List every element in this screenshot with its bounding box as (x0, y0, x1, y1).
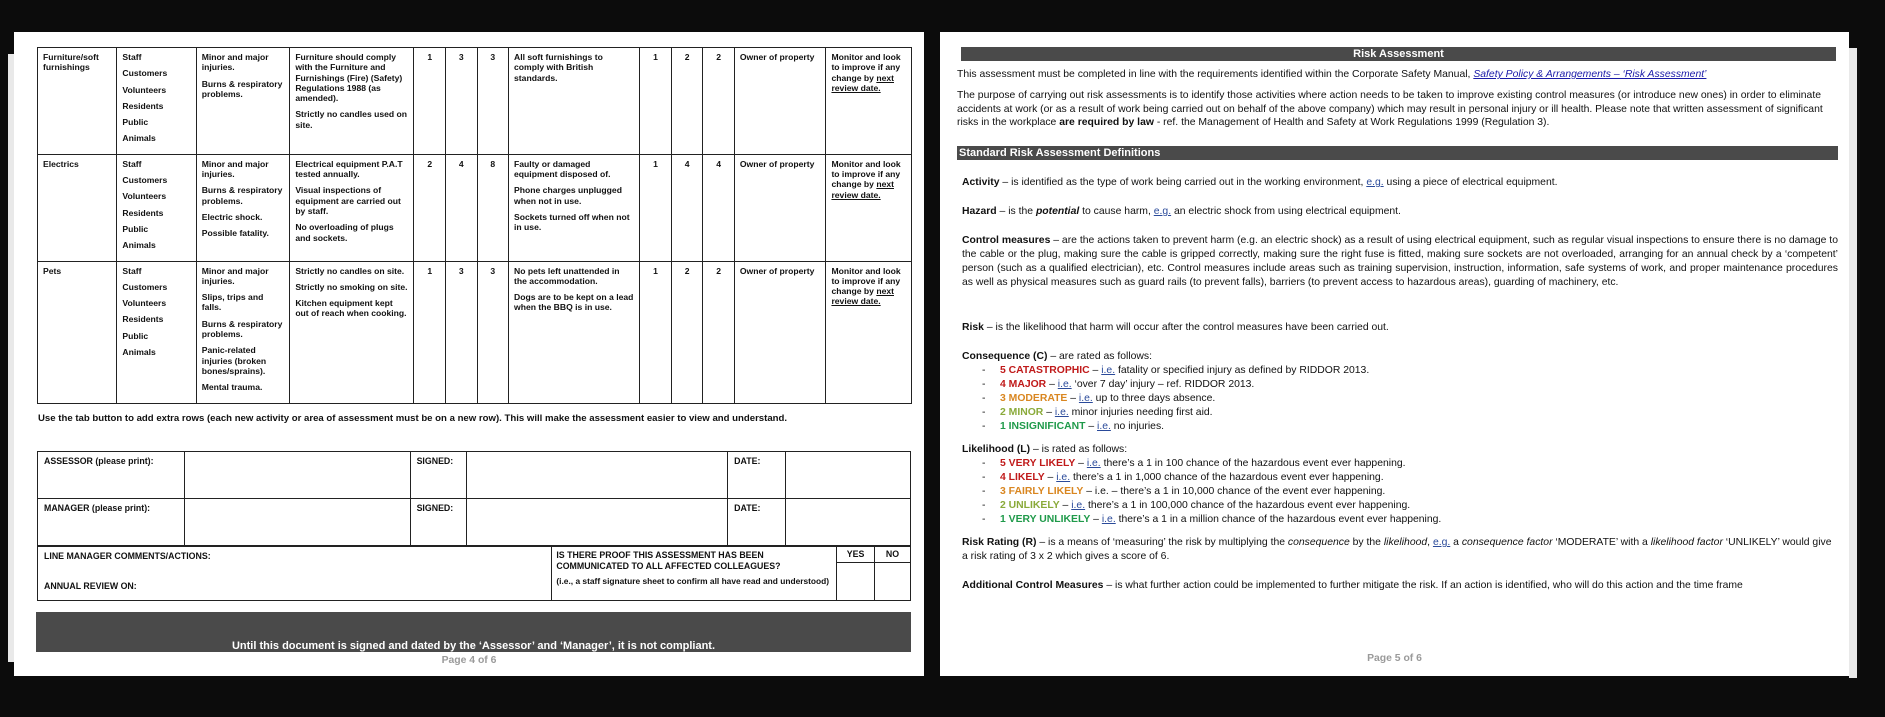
activity-cell (38, 154, 117, 261)
who-item: Staff (122, 158, 142, 169)
owner-text: Owner of property (739, 265, 815, 276)
intro-2-tail: - ref. the Management of Health and Safety at Work Regulations 1999 (Regulation 3). (1153, 117, 1550, 129)
rating-term: Risk Rating (R) (962, 537, 1037, 548)
risk-rating-definition (962, 536, 1838, 564)
hazard-text: – is the (996, 206, 1036, 217)
who-item: Volunteers (122, 298, 167, 309)
likelihood-item (962, 499, 1837, 513)
control-item: No overloading of plugs and sockets. (295, 222, 394, 243)
manager-signature-field[interactable] (466, 499, 728, 546)
consequence-item-label: 5 CATASTROPHIC (1000, 365, 1090, 376)
score-l (445, 261, 477, 403)
owner-text: Owner of property (739, 158, 815, 169)
score-l (445, 154, 477, 261)
risk-table-row (38, 154, 912, 261)
proof-hint: (i.e., a staff signature sheet to confirm all have read and understood) (556, 576, 830, 586)
ie-abbrev: i.e. (1101, 365, 1116, 376)
consequence-item (962, 406, 1837, 420)
score-value: 1 (427, 52, 433, 62)
additional-item: Sockets turned off when not in use. (514, 211, 630, 233)
activity-name: Pets (43, 265, 62, 276)
assessor-name-field[interactable] (184, 452, 410, 499)
consequence-text: – are rated as follows: (1047, 351, 1152, 362)
score-c (414, 48, 446, 155)
score-value: 1 (653, 265, 658, 276)
additional-item: No pets left unattended in the accommodation. (514, 265, 620, 286)
who-item: Volunteers (122, 84, 167, 95)
additional-controls-cell (509, 154, 640, 261)
control-item: Furniture should comply with the Furniture and Furnishings (Fire) (Safety) Regulations 1988 (as amended). (295, 52, 403, 104)
rating-consequence-factor: consequence factor (1461, 537, 1553, 548)
consequence-item (962, 364, 1837, 378)
score-c (414, 154, 446, 261)
likelihood-item (962, 513, 1837, 527)
likelihood-item-text: there’s a 1 in a million chance of the hazardous event ever happening. (1115, 514, 1442, 525)
score-value: 1 (653, 52, 658, 62)
rating-likelihood: likelihood (1383, 537, 1428, 548)
consequence-item-separator: – (1067, 393, 1079, 404)
hazard-item: Minor and major injuries. (201, 265, 269, 286)
hazard-item: Minor and major injuries. (201, 158, 269, 180)
additional-item: All soft furnishings to comply with British standards. (514, 52, 603, 83)
likelihood-list (962, 457, 1837, 527)
who-item: Animals (122, 347, 156, 358)
assessor-label: ASSESSOR (please print): (38, 452, 185, 499)
page-title: Risk Assessment (961, 47, 1836, 61)
compliance-banner (36, 612, 911, 652)
consequence-item-label: 2 MINOR (1000, 407, 1044, 418)
likelihood-item-label: 1 VERY UNLIKELY (1000, 514, 1091, 525)
consequence-item (962, 392, 1837, 406)
controls-cell (290, 48, 414, 155)
hazard-definition (962, 205, 1837, 219)
hazard-cell (196, 154, 290, 261)
assessor-signed-label: SIGNED: (410, 452, 466, 499)
proof-question: IS THERE PROOF THIS ASSESSMENT HAS BEEN COMMUNICATED TO ALL AFFECTED COLLEAGUES? (556, 550, 781, 571)
likelihood-item-separator: – (1059, 500, 1072, 511)
compliance-text: Until this document is signed and dated by the ‘Assessor’ and ‘Manager’, it is not compliant. (231, 640, 716, 652)
activity-definition (962, 176, 1837, 190)
assessor-date-label: DATE: (728, 452, 786, 499)
consequence-item-text: up to three days absence. (1092, 393, 1216, 404)
signature-table (37, 451, 911, 546)
rating-a: a (1450, 537, 1462, 548)
hazard-item: Mental trauma. (201, 382, 263, 393)
activity-cell (38, 48, 117, 155)
owner-cell (734, 154, 826, 261)
intro-paragraph-2 (957, 89, 1837, 130)
control-item: Kitchen equipment kept out of reach when cooking. (295, 298, 407, 319)
ie-abbrev: i.e. (1086, 458, 1101, 469)
manager-name-field[interactable] (184, 499, 410, 546)
who-item: Public (122, 330, 149, 341)
who-item: Customers (122, 281, 168, 292)
likelihood-item-separator: – i.e. – (1083, 486, 1121, 497)
rating-likelihood-factor: likelihood factor (1650, 537, 1723, 548)
additional-controls-cell (509, 261, 640, 403)
likelihood-item-text: there’s a 1 in 1,000 chance of the hazardous event ever happening. (1070, 472, 1384, 483)
who-item: Staff (122, 52, 142, 62)
monitor-cell (826, 48, 912, 155)
likelihood-item-separator: – (1044, 472, 1057, 483)
who-item: Residents (122, 314, 164, 325)
risk-definition (962, 321, 1837, 335)
activity-name: Electrics (43, 158, 79, 169)
ie-abbrev: i.e. (1071, 500, 1086, 511)
control-item: Strictly no smoking on site. (295, 281, 408, 292)
monitor-text: Monitor and look to improve if any change by (831, 265, 901, 297)
residual-c2 (640, 48, 672, 155)
assessor-signature-field[interactable] (466, 452, 728, 499)
yes-checkbox[interactable] (837, 563, 875, 601)
ie-abbrev: i.e. (1056, 472, 1071, 483)
monitor-text: Monitor and look to improve if any change by (831, 52, 901, 83)
risk-term: Risk (962, 322, 984, 333)
likelihood-item-separator: – (1090, 514, 1102, 525)
likelihood-definition (962, 443, 1837, 527)
hazard-item: Burns & respiratory problems. (201, 318, 283, 340)
rating-end: ‘UNLIKELY’ would give a risk rating of 3 x 2 which gives a score of 6. (962, 537, 1832, 562)
eg-abbrev: e.g. (1432, 537, 1451, 548)
hazard-tail: an electric shock from using electrical equipment. (1171, 206, 1401, 217)
next-review-date: next review date. (831, 72, 894, 93)
likelihood-item-label: 2 UNLIKELY (1000, 500, 1060, 511)
score-value: 1 (653, 158, 658, 169)
score-value: 3 (490, 52, 496, 62)
next-review-date: next review date. (831, 286, 894, 307)
consequence-term: Consequence (C) (962, 351, 1048, 362)
rating-comma: , (1427, 537, 1433, 548)
hazard-potential: potential (1035, 206, 1080, 217)
likelihood-term: Likelihood (L) (962, 444, 1031, 455)
line-manager-comments-label: LINE MANAGER COMMENTS/ACTIONS: (44, 551, 211, 561)
activity-tail: using a piece of electrical equipment. (1383, 177, 1558, 188)
activity-term: Activity (962, 177, 1000, 188)
risk-table (37, 47, 912, 404)
score-c (414, 261, 446, 403)
hazard-item: Panic-related injuries (broken bones/sprains). (201, 345, 267, 376)
intro-1-text: This assessment must be completed in line with the requirements identified within the Corporate Safety Manual, (957, 69, 1474, 80)
page-4 (14, 32, 924, 676)
likelihood-item (962, 457, 1837, 471)
consequence-item-text: fatality or specified injury as defined by RIDDOR 2013. (1115, 365, 1370, 376)
likelihood-item-label: 5 VERY LIKELY (1000, 458, 1076, 469)
score-value: 2 (684, 52, 690, 62)
control-item: Strictly no candles used on site. (295, 109, 408, 130)
consequence-item-text: minor injuries needing first aid. (1068, 407, 1213, 418)
control-measures-definition (962, 234, 1838, 290)
likelihood-item-separator: – (1075, 458, 1087, 469)
risk-table-row (38, 48, 912, 155)
consequence-item-separator: – (1085, 421, 1098, 432)
consequence-item-separator: – (1089, 365, 1102, 376)
activity-name: Furniture/soft furnishings (43, 52, 99, 73)
likelihood-item (962, 485, 1837, 499)
additional-item: Phone charges unplugged when not in use. (514, 185, 622, 206)
residual-l2 (671, 48, 703, 155)
consequence-item-separator: – (1043, 407, 1055, 418)
consequence-item-label: 3 MODERATE (1000, 393, 1068, 404)
manager-label: MANAGER (please print): (38, 499, 185, 546)
score-value: 4 (684, 158, 690, 169)
score-value: 3 (458, 52, 464, 62)
rating-consequence: consequence (1287, 537, 1350, 548)
who-item: Residents (122, 207, 164, 218)
control-term: Control measures (962, 235, 1051, 246)
hazard-cell (196, 261, 290, 403)
page-number: Page 5 of 6 (1367, 653, 1422, 664)
control-text: – are the actions taken to prevent harm (e.g. an electric shock) as a result of using electrical equipment, such as regular visual inspections to ensure there is no damage to the cable or the plug, making sure the cable is gripped correctly, making sure the right fuse is fitted, making sure sockets are not overloaded, arranging for an annual check by a ‘competent’ person (such as a qualified electrician), etc. Control measures include areas such as training supervision, instruction, information, safe systems of work, and proper maintenance procedures as well as physical measures such as guard rails (to prevent falls), barriers (to prevent access to hazardous areas), guarding of machinery, etc. (962, 235, 1838, 288)
hazard-item: Slips, trips and falls. (201, 292, 264, 313)
annual-review-label: ANNUAL REVIEW ON: (44, 581, 137, 591)
consequence-item (962, 420, 1837, 434)
who-item: Public (122, 223, 149, 234)
who-item: Animals (122, 240, 156, 251)
hazard-item: Possible fatality. (201, 228, 269, 239)
likelihood-item-label: 3 FAIRLY LIKELY (1000, 486, 1084, 497)
owner-cell (734, 261, 826, 403)
risk-text: – is the likelihood that harm will occur after the control measures have been carried out. (983, 322, 1389, 333)
monitor-cell (826, 154, 912, 261)
consequence-item-separator: – (1046, 379, 1058, 390)
controls-cell (290, 261, 414, 403)
residual-r2 (703, 48, 735, 155)
consequence-item-text: no injuries. (1110, 421, 1165, 432)
score-value: 3 (458, 265, 464, 276)
score-value: 3 (490, 265, 496, 276)
who-item: Customers (122, 68, 168, 79)
hazard-text-2: to cause harm, (1079, 206, 1154, 217)
page-5-shadow (1849, 48, 1857, 678)
ie-abbrev: i.e. (1078, 393, 1093, 404)
residual-r2 (703, 154, 735, 261)
manager-date-label: DATE: (728, 499, 786, 546)
score-value: 8 (490, 158, 496, 169)
who-cell (117, 154, 196, 261)
assessor-date-field[interactable] (786, 452, 911, 499)
no-checkbox[interactable] (875, 563, 911, 601)
activity-text: – is identified as the type of work being carried out in the working environment, (999, 177, 1367, 188)
score-r (477, 48, 509, 155)
consequence-item (962, 378, 1837, 392)
rating-text: – is a means of ‘measuring’ the risk by multiplying the (1036, 537, 1288, 548)
eg-abbrev: e.g. (1153, 206, 1172, 217)
who-item: Animals (122, 133, 156, 144)
owner-text: Owner of property (739, 52, 815, 62)
page-5 (940, 32, 1849, 676)
who-item: Residents (122, 100, 164, 111)
who-item: Customers (122, 175, 168, 186)
consequence-item-text: ‘over 7 day’ injury – ref. RIDDOR 2013. (1071, 379, 1255, 390)
page-number: Page 4 of 6 (441, 655, 497, 666)
yes-header: YES (837, 547, 875, 563)
ie-abbrev: i.e. (1054, 407, 1069, 418)
ie-abbrev: i.e. (1101, 514, 1116, 525)
rating-by: by the (1349, 537, 1384, 548)
score-value: 2 (684, 265, 690, 276)
who-item: Volunteers (122, 191, 167, 202)
score-value: 1 (427, 265, 433, 276)
additional-controls-definition (962, 579, 1849, 593)
consequence-item-label: 4 MAJOR (1000, 379, 1047, 390)
intro-2-bold: are required by law (1059, 117, 1154, 129)
activity-cell (38, 261, 117, 403)
score-value: 4 (716, 158, 721, 169)
likelihood-item-text: there’s a 1 in 100 chance of the hazardous event ever happening. (1100, 458, 1406, 469)
control-item: Visual inspections of equipment are carried out by staff. (295, 185, 401, 216)
who-cell (117, 261, 196, 403)
who-item: Public (122, 117, 149, 128)
who-cell (117, 48, 196, 155)
manager-date-field[interactable] (786, 499, 911, 546)
residual-r2 (703, 261, 735, 403)
intro-2-text: The purpose of carrying out risk assessments is to identify those activities where action needs to be taken to improve existing control measures (or introduce new ones) in order to eliminate accidents at work (or as a result of work being carried out on behalf of the above company) which may result in personal injury or ill health. Please note that written assessment of significant risks in the workplace (957, 90, 1823, 129)
ie-abbrev: i.e. (1057, 379, 1072, 390)
hazard-cell (196, 48, 290, 155)
risk-table-row (38, 261, 912, 403)
score-value: 2 (427, 158, 433, 169)
score-value: 2 (716, 52, 721, 62)
residual-c2 (640, 261, 672, 403)
additional-item: Faulty or damaged equipment disposed of. (514, 158, 611, 180)
residual-c2 (640, 154, 672, 261)
score-l (445, 48, 477, 155)
review-table (37, 546, 911, 601)
likelihood-item-text: there’s a 1 in 10,000 chance of the event ever happening. (1120, 486, 1386, 497)
additional-term: Additional Control Measures (962, 580, 1104, 591)
no-header: NO (875, 547, 911, 563)
additional-controls-cell (509, 48, 640, 155)
score-value: 4 (458, 158, 464, 169)
manager-signed-label: SIGNED: (410, 499, 466, 546)
score-r (477, 154, 509, 261)
hazard-item: Burns & respiratory problems. (201, 185, 283, 206)
hazard-term: Hazard (962, 206, 997, 217)
controls-cell (290, 154, 414, 261)
next-review-date: next review date. (831, 179, 894, 200)
residual-l2 (671, 261, 703, 403)
safety-policy-link[interactable]: Safety Policy & Arrangements – ‘Risk Assessment’ (1473, 69, 1707, 80)
ie-abbrev: i.e. (1097, 421, 1111, 432)
monitor-text: Monitor and look to improve if any change by (831, 158, 901, 190)
monitor-cell (826, 261, 912, 403)
consequence-item-label: 1 INSIGNIFICANT (1000, 421, 1086, 432)
hazard-item: Electric shock. (201, 211, 263, 222)
likelihood-text: – is rated as follows: (1030, 444, 1128, 455)
likelihood-item-label: 4 LIKELY (1000, 472, 1045, 483)
additional-text: – is what further action could be implemented to further mitigate the risk. If an action is identified, who will do this action and the time frame (1103, 580, 1743, 591)
hazard-item: Minor and major injuries. (201, 52, 269, 73)
intro-paragraph-1 (957, 68, 1837, 82)
residual-l2 (671, 154, 703, 261)
eg-abbrev: e.g. (1366, 177, 1384, 188)
control-item: Strictly no candles on site. (295, 265, 405, 276)
owner-cell (734, 48, 826, 155)
likelihood-item (962, 471, 1837, 485)
likelihood-item-text: there’s a 1 in 100,000 chance of the hazardous event ever happening. (1085, 500, 1411, 511)
score-r (477, 261, 509, 403)
consequence-list (962, 364, 1837, 434)
additional-item: Dogs are to be kept on a lead when the BBQ is in use. (514, 292, 634, 313)
control-item: Electrical equipment P.A.T tested annually. (295, 158, 403, 180)
hazard-item: Burns & respiratory problems. (201, 78, 283, 99)
who-item: Staff (122, 265, 142, 276)
tab-instruction-note: Use the tab button to add extra rows (each new activity or area of assessment must be on a new row). This will make the assessment easier to view and understand. (38, 413, 788, 424)
consequence-definition (962, 350, 1837, 434)
score-value: 2 (716, 265, 721, 276)
definitions-header: Standard Risk Assessment Definitions (957, 146, 1838, 160)
rating-mid: ‘MODERATE’ with a (1552, 537, 1651, 548)
